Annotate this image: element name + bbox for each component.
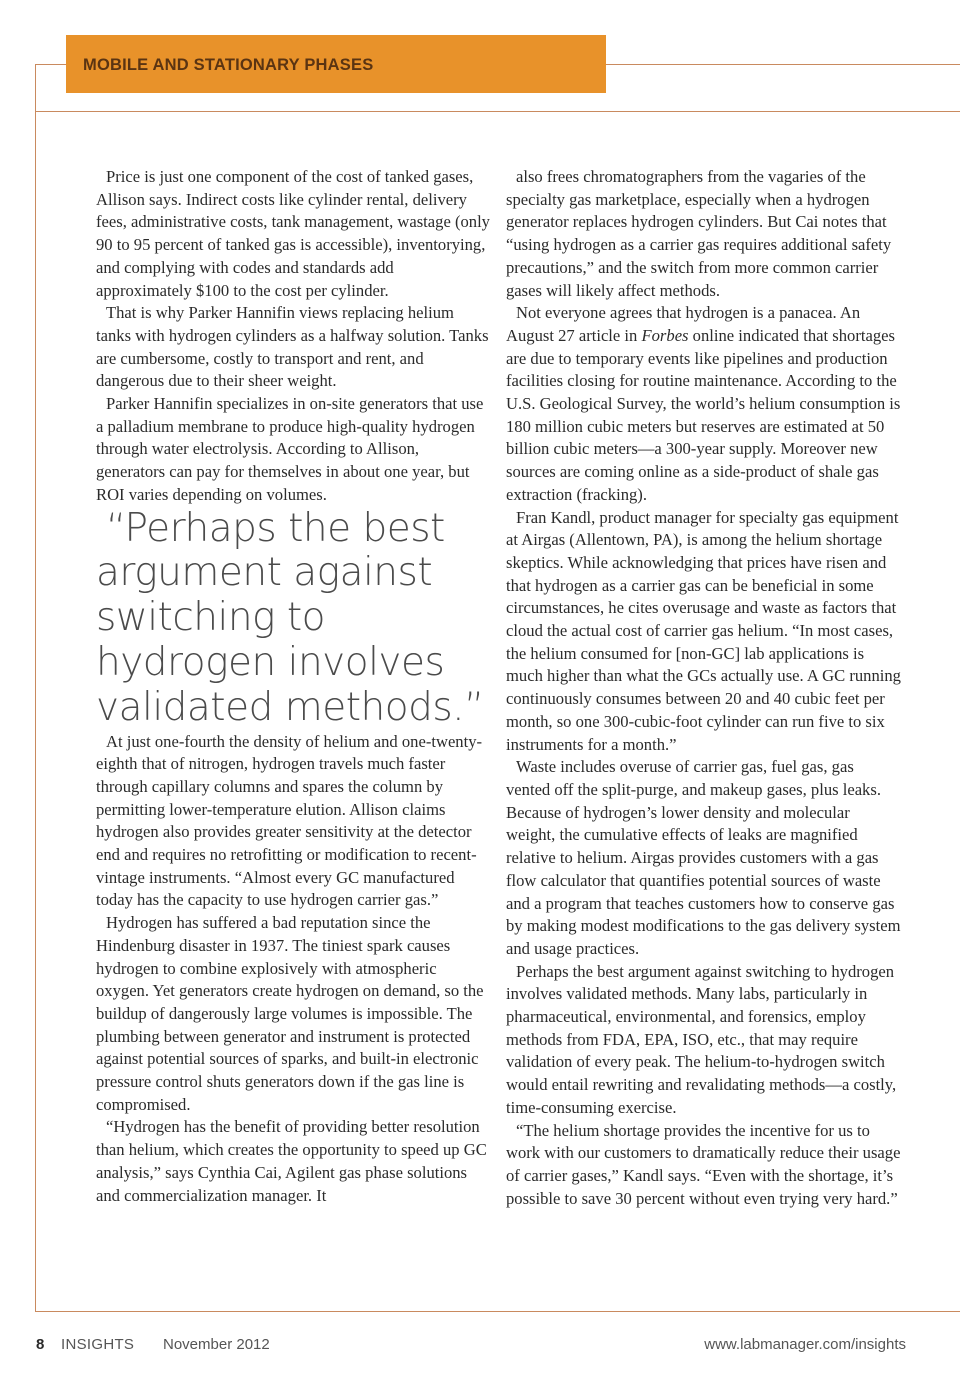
publication-name: Forbes xyxy=(641,325,689,345)
page-number: 8 xyxy=(36,1336,45,1353)
paragraph: “The helium shortage provides the incentive for us to work with our customers to dramatically reduce their usage of carrier gases,” Kandl says. “Even with the shortage, it’s possible to save 30 percent without even trying very hard.” xyxy=(506,1120,901,1208)
issue-date: November 2012 xyxy=(163,1336,270,1353)
paragraph: Waste includes overuse of carrier gas, fuel gas, gas vented off the split-purge, and makeup gases, plus leaks. Because of hydrogen’s lower density and molecular weight, the cumulative effects of leaks are magnified relative to helium. Airgas provides customers with a gas flow calculator that quantifies potential sources of waste and a program that teaches customers how to conserve gas by making modest modifications to the gas delivery system and usage practices. xyxy=(506,757,901,958)
paragraph-text: Not everyone agrees that hydrogen is a panacea. An August 27 article in xyxy=(506,303,861,345)
paragraph: That is why Parker Hannifin views replacing helium tanks with hydrogen cylinders as a halfway solution. Tanks are cumbersome, costly to transport and rent, and dangerous due to their sheer weight. xyxy=(96,303,489,391)
website-link[interactable]: www.labmanager.com/insights xyxy=(704,1336,906,1353)
paragraph xyxy=(506,302,901,506)
paragraph: “Hydrogen has the benefit of providing better resolution than helium, which creates the opportunity to speed up GC analysis,” says Cynthia Cai, Agilent gas phase solutions and commercialization manager. It xyxy=(96,1117,487,1205)
paragraph: Parker Hannifin specializes in on-site generators that use a palladium membrane to produce high-quality hydrogen through water electrolysis. According to Allison, generators can pay for themselves in about one year, but ROI varies depending on volumes. xyxy=(96,394,484,504)
left-column xyxy=(96,166,491,1207)
magazine-name: INSIGHTS xyxy=(61,1336,135,1353)
section-label: MOBILE AND STATIONARY PHASES xyxy=(83,56,374,74)
paragraph: At just one-fourth the density of helium and one-twenty-eighth that of nitrogen, hydrogen travels much faster through capillary columns and spares the column by permitting lower-temperature elution. Allison claims hydrogen also provides greater sensitivity at the detector end and requires no retrofitting or modification to recent-vintage instruments. “Almost every GC manufactured today has the capacity to use hydrogen carrier gas.” xyxy=(96,731,483,910)
paragraph: also frees chromatographers from the vagaries of the specialty gas marketplace, especially when a hydrogen generator replaces hydrogen cylinders. But Cai notes that “using hydrogen as a carrier gas requires additional safety precautions,” and the switch from more common carrier gases will likely affect methods. xyxy=(506,167,892,300)
section-banner xyxy=(66,35,606,93)
paragraph: Fran Kandl, product manager for specialty gas equipment at Airgas (Allentown, PA), is among the helium shortage skeptics. While acknowledging that prices have risen and that hydrogen as a carrier gas can be beneficial in some circumstances, he cites overusage and waste as factors that cloud the actual cost of carrier gas helium. “In most cases, the helium consumed for [non-GC] lab applications is much higher than what the GCs actually use. A GC running continuously consumes between 20 and 40 cubic feet per month, so one 300-cubic-foot cylinder can run five to six instruments for a month.” xyxy=(506,507,901,754)
paragraph: Hydrogen has suffered a bad reputation since the Hindenburg disaster in 1937. The tiniest spark causes hydrogen to combine explosively with atmospheric oxygen. Yet generators create hydrogen on demand, so the buildup of dangerously large volumes is impossible. The plumbing between generator and instrument is protected against potential sources of sparks, and built-in electronic pressure control shuts generators down if the gas line is compromised. xyxy=(96,913,484,1114)
right-column xyxy=(506,166,901,1210)
pull-quote: “Perhaps the best argument against switching to hydrogen involves validated methods.” xyxy=(96,505,484,730)
paragraph-text: online indicated that shortages are due to temporary events like pipelines and production facilities closing for routine maintenance. According to the U.S. Geological Survey, the world’s helium consumption is 180 million cubic meters but reserves are estimated at 50 billion cubic meters—a 300-year supply. Moreover new sources are coming online as a side-product of shale gas extraction (fracking). xyxy=(506,325,901,504)
page-footer xyxy=(0,1336,960,1356)
paragraph: Perhaps the best argument against switching to hydrogen involves validated methods. Many labs, particularly in pharmaceutical, environmental, and forensics, employ methods from FDA, EPA, ISO, etc., that may require validation of every peak. The helium-to-hydrogen switch would entail rewriting and revalidating methods—a costly, time-consuming exercise. xyxy=(506,961,897,1117)
paragraph: Price is just one component of the cost of tanked gases, Allison says. Indirect costs like cylinder rental, delivery fees, administrative costs, tank management, wastage (only 90 to 95 percent of tanked gas is accessible), inventorying, and complying with codes and standards add approximately $100 to the cost per cylinder. xyxy=(96,167,490,300)
